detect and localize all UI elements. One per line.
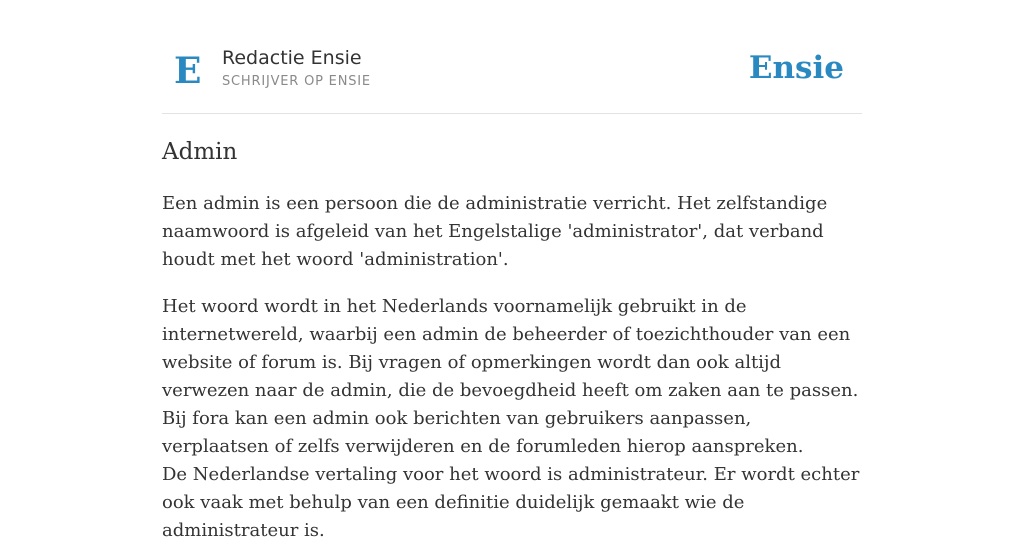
author-avatar[interactable]: E [174, 50, 202, 92]
article-paragraph-text: Het woord wordt in het Nederlands voornamelijk gebruikt in de internetwereld, waarbij een admin de beheerder of toezichthouder van een website of forum is. Bij vragen of opmerkingen wordt dan ook altijd verwezen naar de admin, die de bevoegdheid heeft om zaken aan te passen. Bij fora kan een admin ook berichten van gebruikers aanpassen, verplaatsen of zelfs verwijderen en de forumleden hierop aanspreken. [162, 296, 859, 457]
ensie-logo[interactable]: Ensie [748, 50, 844, 86]
article-body [162, 190, 862, 545]
author-name[interactable]: Redactie Ensie [222, 47, 362, 69]
article-page [162, 0, 862, 541]
article-title: Admin [162, 139, 238, 165]
author-header [162, 0, 862, 114]
article-paragraph [162, 293, 862, 545]
author-role: SCHRIJVER OP ENSIE [222, 74, 371, 89]
article-paragraph-text: De Nederlandse vertaling voor het woord is administrateur. Er wordt echter ook vaak met behulp van een definitie duidelijk gemaakt wie de administrateur is. [162, 464, 860, 541]
article-paragraph: Een admin is een persoon die de administratie verricht. Het zelfstandige naamwoord is afgeleid van het Engelstalige 'administrator', dat verband houdt met het woord 'administration'. [162, 193, 828, 270]
